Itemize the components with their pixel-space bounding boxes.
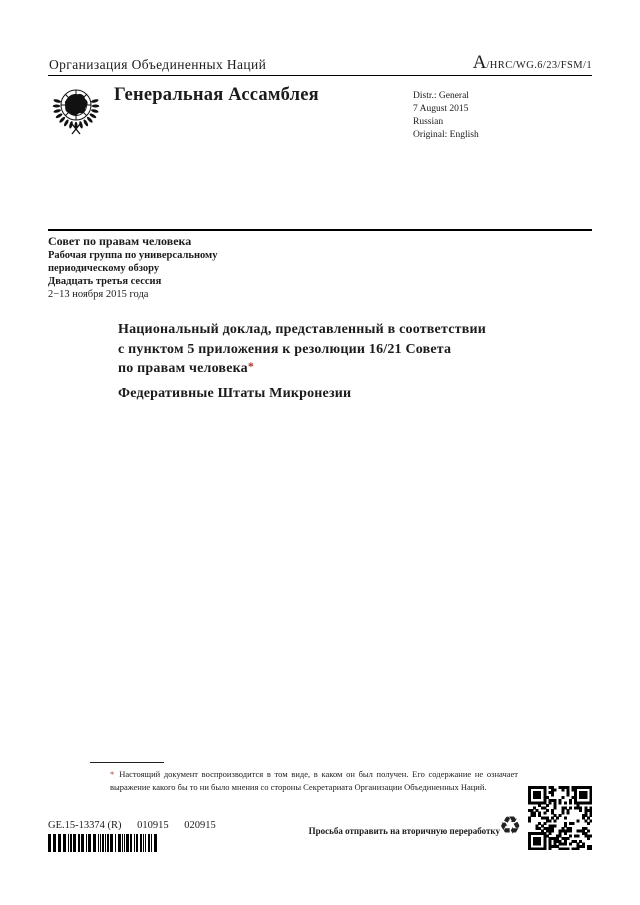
report-title-line: Национальный доклад, представленный в соответствии (118, 322, 486, 337)
session-number: Двадцать третья сессия (48, 276, 162, 287)
footnote-text: Настоящий документ воспроизводится в том виде, в каком он был получен. Его содержание не означает выражение какого бы то ни было мнения со стороны Секретариата Организации Объединенных Наций. (110, 769, 518, 792)
footnote-rule (90, 762, 164, 763)
org-name: Организация Объединенных Наций (49, 57, 267, 72)
footnote-marker: * (110, 769, 115, 779)
assembly-title: Генеральная Ассамблея (114, 85, 319, 105)
print-code: 010915 (137, 820, 169, 831)
barcode-icon (48, 834, 160, 857)
country-title: Федеративные Штаты Микронезии (118, 386, 352, 401)
distr-line: Russian (413, 117, 444, 127)
un-emblem-icon (49, 83, 105, 152)
distr-block (413, 90, 479, 142)
ge-line (48, 820, 216, 831)
footnote-marker-reference: * (247, 359, 255, 373)
section-rule (48, 229, 592, 231)
qr-code-icon (528, 786, 592, 855)
document-symbol (473, 52, 592, 74)
distr-line: Original: English (413, 130, 479, 140)
ge-number: GE.15-13374 (R) (48, 820, 122, 831)
working-group-line: периодическому обзору (48, 263, 160, 274)
print-code: 020915 (184, 820, 216, 831)
report-title-line: по правам человека* (118, 359, 255, 376)
session-block (48, 234, 217, 301)
distr-line: Distr.: General (413, 91, 469, 101)
footnote (110, 768, 518, 794)
working-group-line: Рабочая группа по универсальному (48, 250, 218, 261)
document-symbol-rest: /HRC/WG.6/23/FSM/1 (486, 60, 592, 71)
report-title (118, 320, 486, 379)
council-name: Совет по правам человека (48, 234, 192, 248)
header-rule (48, 75, 592, 76)
report-title-line: с пунктом 5 приложения к резолюции 16/21 Совета (118, 341, 452, 357)
session-dates: 2−13 ноября 2015 года (48, 289, 149, 300)
recycling-symbol-icon: ♻ (499, 811, 522, 840)
document-symbol-initial: A (472, 52, 487, 73)
recycle-note: Просьба отправить на вторичную переработку (308, 826, 500, 836)
distr-line: 7 August 2015 (413, 104, 469, 114)
